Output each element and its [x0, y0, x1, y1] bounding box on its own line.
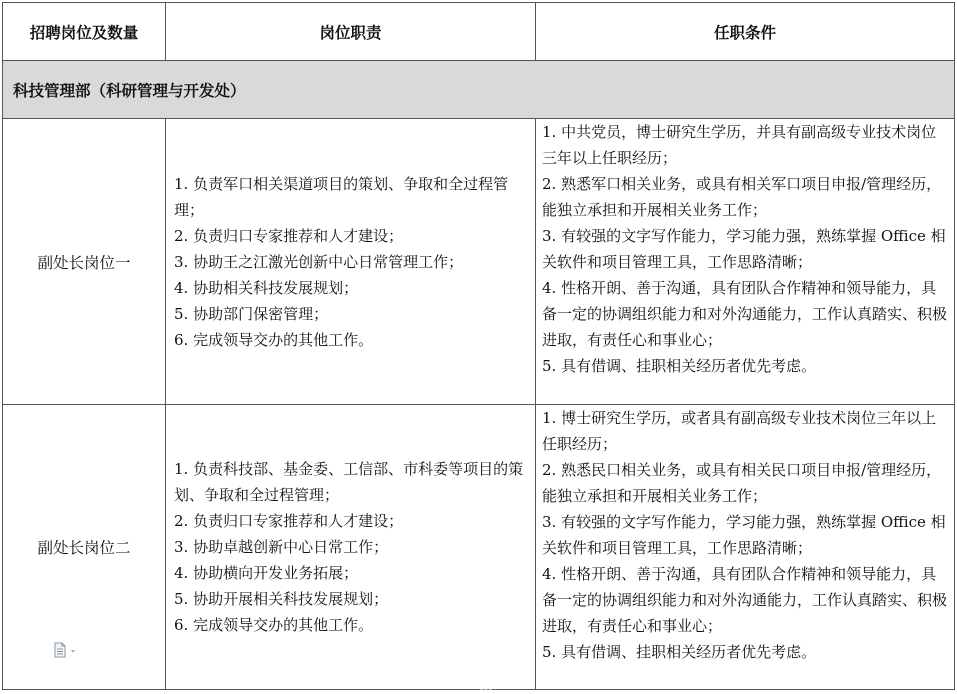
duty-item: 1. 负责军口相关渠道项目的策划、争取和全过程管理； [174, 174, 509, 219]
section-title: 科技管理部（科研管理与开发处） [3, 61, 955, 119]
duty-item: 2. 负责归口专家推荐和人才建设； [174, 512, 404, 530]
requirements-cell [536, 405, 955, 690]
requirement-item: 1. 博士研究生学历，或者具有副高级专业技术岗位三年以上任职经历； [542, 409, 937, 453]
duty-item: 5. 协助开展相关科技发展规划； [174, 590, 389, 608]
duty-item: 6. 完成领导交办的其他工作。 [174, 616, 374, 634]
header-row [3, 3, 955, 61]
requirement-item: 5. 具有借调、挂职相关经历者优先考虑。 [542, 643, 817, 661]
header-requirements: 任职条件 [536, 3, 955, 61]
requirement-item: 3. 有较强的文字写作能力，学习能力强，熟练掌握 Office 相关软件和项目管理工具，工作思路清晰； [542, 227, 946, 271]
duty-item: 4. 协助横向开发业务拓展； [174, 564, 359, 582]
duty-item: 6. 完成领导交办的其他工作。 [174, 330, 374, 349]
table-row [3, 119, 955, 405]
requirement-item: 2. 熟悉民口相关业务，或具有相关民口项目申报/管理经历，能独立承担和开展相关业务工作； [542, 461, 942, 505]
document-paste-icon[interactable] [53, 642, 81, 658]
duty-item: 3. 协助卓越创新中心日常工作； [174, 538, 389, 556]
header-position: 招聘岗位及数量 [3, 3, 166, 61]
position-cell [3, 405, 166, 690]
table-row [3, 405, 955, 690]
duty-item: 1. 负责科技部、基金委、工信部、市科委等项目的策划、争取和全过程管理； [174, 460, 524, 504]
recruitment-table [2, 2, 955, 690]
section-row [3, 61, 955, 119]
requirement-item: 3. 有较强的文字写作能力，学习能力强，熟练掌握 Office 相关软件和项目管理工具，工作思路清晰； [542, 513, 946, 557]
duty-item: 2. 负责归口专家推荐和人才建设； [174, 226, 404, 245]
requirement-item: 2. 熟悉军口相关业务，或具有相关军口项目申报/管理经历，能独立承担和开展相关业务工作； [542, 175, 942, 219]
duty-item: 5. 协助部门保密管理； [174, 304, 329, 323]
duties-cell [166, 405, 536, 690]
duty-item: 4. 协助相关科技发展规划； [174, 278, 359, 297]
requirement-item: 4. 性格开朗、善于沟通，具有团队合作精神和领导能力，具备一定的协调组织能力和对外沟通能力，工作认真踏实、积极进取，有责任心和事业心； [542, 279, 948, 349]
page-divider [480, 689, 492, 690]
requirement-item: 1. 中共党员，博士研究生学历，并具有副高级专业技术岗位三年以上任职经历； [542, 123, 937, 167]
requirement-item: 4. 性格开朗、善于沟通，具有团队合作精神和领导能力，具备一定的协调组织能力和对外沟通能力，工作认真踏实、积极进取，有责任心和事业心； [542, 565, 948, 635]
requirement-item: 5. 具有借调、挂职相关经历者优先考虑。 [542, 357, 817, 375]
position-cell: 副处长岗位一 [3, 119, 166, 405]
duty-item: 3. 协助王之江激光创新中心日常管理工作； [174, 252, 464, 271]
header-duties: 岗位职责 [166, 3, 536, 61]
requirements-cell [536, 119, 955, 405]
duties-cell [166, 119, 536, 405]
position-label: 副处长岗位二 [37, 539, 131, 557]
